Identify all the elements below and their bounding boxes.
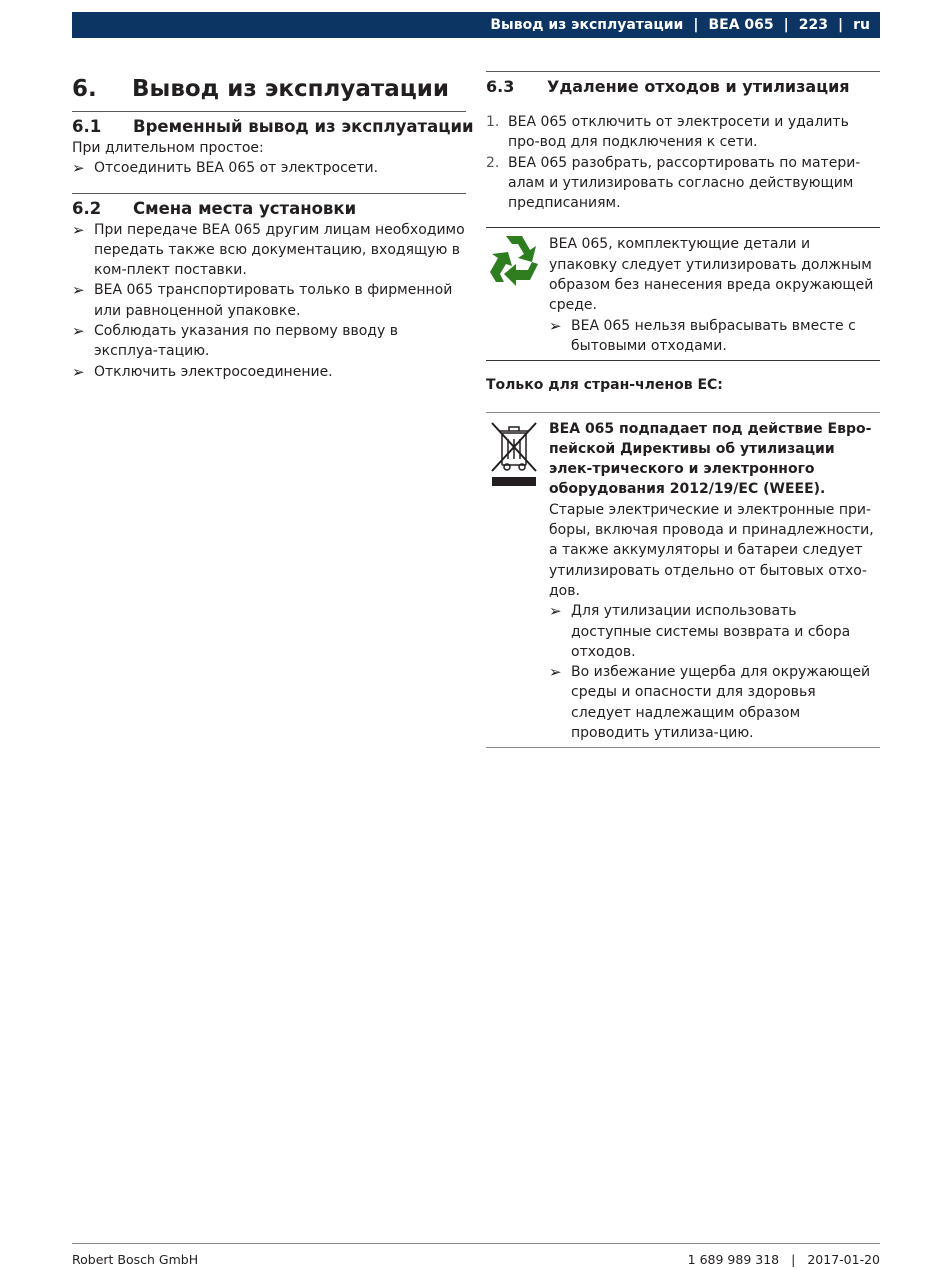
section-title: Временный вывод из эксплуатации [133, 117, 474, 136]
list-item: ➢ Соблюдать указания по первому вводу в эксплуа-тацию. [72, 322, 398, 360]
section-number: 6.1 [72, 117, 102, 136]
section-6-3 [486, 71, 880, 213]
section-number: 6.2 [72, 198, 102, 218]
list-item: ➢ Для утилизации использовать доступные системы возврата и сбора отходов. [549, 602, 851, 660]
weee-directive-text: BEA 065 подпадает под действие Евро-пейской Директивы об утилизации элек-трического и электронного оборудования 2012/19/EC (WEEE). [549, 420, 872, 498]
section-6-1 [72, 111, 474, 179]
weee-body-text: Старые электрические и электронные при-боры, включая провода и принадлежности, а также аккумуляторы и батареи следует утилизировать отдельно от бытовых отхо-дов. [549, 501, 874, 599]
page-footer [72, 1243, 880, 1267]
header-section: Вывод из эксплуатации [490, 17, 684, 33]
notice-list [549, 316, 880, 357]
header-separator: | [838, 17, 844, 33]
header-language: ru [853, 17, 870, 33]
arrow-bullet-icon: ➢ [549, 663, 562, 682]
notice-list [549, 601, 880, 743]
arrow-bullet-icon: ➢ [549, 602, 562, 621]
section-intro: При длительном простое: [72, 140, 264, 156]
disposal-steps [486, 112, 880, 213]
section-title: Смена места установки [133, 198, 357, 218]
arrow-bullet-icon: ➢ [72, 220, 85, 239]
list-item: ➢ Отключить электросоединение. [72, 362, 333, 381]
header-product: BEA 065 [708, 17, 774, 33]
arrow-bullet-icon: ➢ [72, 281, 85, 300]
list-item: ➢ При передаче BEA 065 другим лицам необходимо передать также всю документацию, входящую в ком-плект поставки. [72, 220, 465, 279]
section-title: Удаление отходов и утилизация [547, 77, 850, 96]
instruction-list [72, 158, 466, 178]
section-heading [72, 194, 466, 220]
footer-company: Robert Bosch GmbH [72, 1252, 199, 1267]
list-item: 1. BEA 065 отключить от электросети и удалить про-вод для подключения к сети. [486, 114, 849, 151]
footer-date: 2017-01-20 [807, 1252, 880, 1267]
chapter-title [72, 68, 466, 110]
section-6-2 [72, 193, 466, 382]
eu-only-label: Только для стран-членов ЕС: [486, 377, 723, 394]
chapter-title-text: Вывод из эксплуатации [132, 76, 450, 102]
weee-notice [486, 412, 880, 749]
instruction-list [72, 220, 466, 382]
header-separator: | [783, 17, 789, 33]
footer-doc-number: 1 689 989 318 [687, 1252, 780, 1267]
arrow-bullet-icon: ➢ [549, 316, 562, 335]
list-item: 2. BEA 065 разобрать, рассортировать по матери-алам и утилизировать согласно действующим предписаниям. [486, 154, 861, 212]
section-number: 6.3 [486, 77, 515, 96]
list-item: ➢ Отсоединить BEA 065 от электросети. [72, 159, 379, 178]
section-heading [486, 72, 880, 98]
list-item: ➢ BEA 065 транспортировать только в фирменной или равноценной упаковке. [72, 281, 453, 319]
notice-text: BEA 065, комплектующие детали и упаковку следует утилизировать должным образом без нанесения вреда окружающей среде. [549, 236, 874, 314]
weee-bin-icon [486, 419, 542, 487]
arrow-bullet-icon: ➢ [72, 159, 85, 178]
left-column [72, 68, 474, 382]
right-column [486, 68, 880, 748]
recycle-icon [486, 234, 542, 288]
arrow-bullet-icon: ➢ [72, 322, 85, 341]
header-page-number: 223 [798, 17, 828, 33]
running-header [72, 12, 880, 38]
list-item: ➢ Во избежание ущерба для окружающей среды и опасности для здоровья следует надлежащим образом проводить утилиза-цию. [549, 663, 871, 742]
chapter-number: 6. [72, 76, 97, 102]
arrow-bullet-icon: ➢ [72, 362, 85, 381]
list-item: ➢ BEA 065 нельзя выбрасывать вместе с бытовыми отходами. [549, 316, 856, 354]
footer-separator: | [791, 1252, 796, 1267]
section-heading [72, 112, 474, 138]
recycling-notice [486, 227, 880, 361]
header-separator: | [693, 17, 699, 33]
